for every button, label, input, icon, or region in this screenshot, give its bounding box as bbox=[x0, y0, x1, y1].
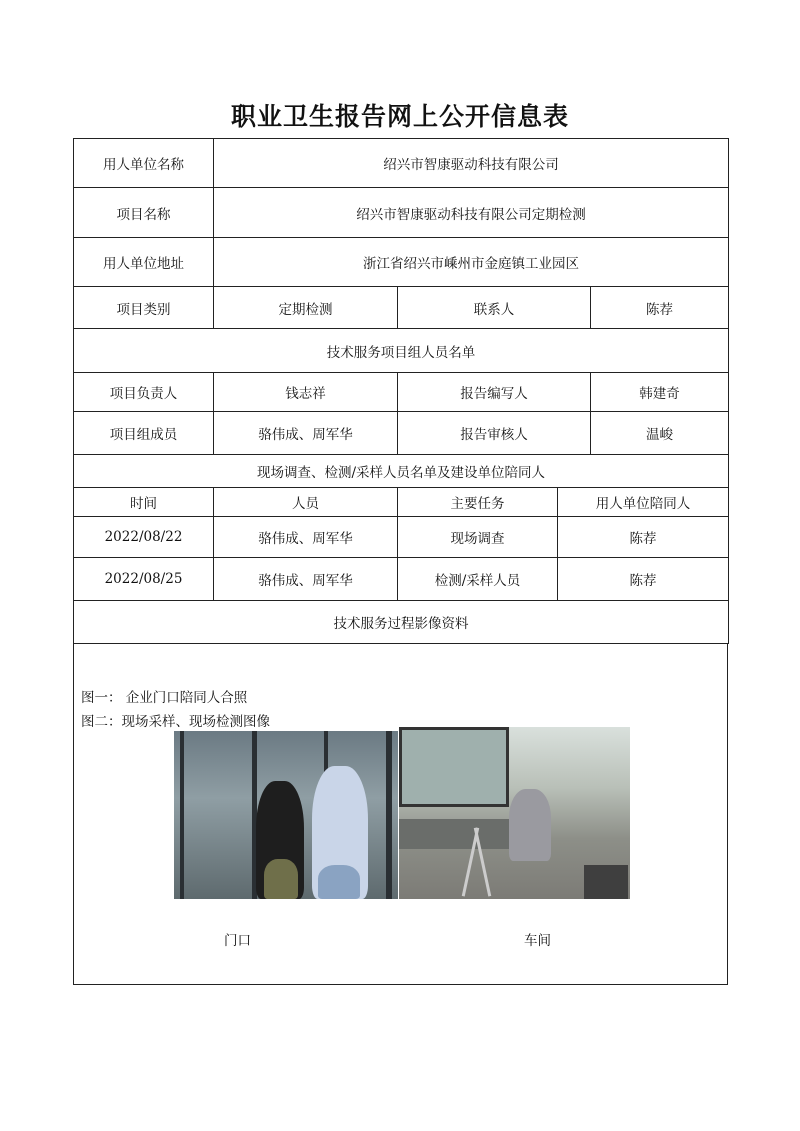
members-label: 项目组成员 bbox=[74, 412, 214, 455]
col-staff: 人员 bbox=[214, 488, 398, 517]
leader-label: 项目负责人 bbox=[74, 373, 214, 412]
writer-value: 韩建奇 bbox=[591, 373, 729, 412]
images-section bbox=[73, 643, 728, 985]
row2-staff: 骆伟成、周军华 bbox=[214, 558, 398, 601]
contact-label: 联系人 bbox=[398, 287, 591, 329]
caption-figure-2: 图二：现场采样、现场检测图像 bbox=[81, 714, 270, 730]
info-table bbox=[73, 138, 729, 644]
project-name-value: 绍兴市智康驱动科技有限公司定期检测 bbox=[214, 188, 729, 238]
page-title: 职业卫生报告网上公开信息表 bbox=[230, 102, 569, 131]
col-time: 时间 bbox=[74, 488, 214, 517]
row1-staff: 骆伟成、周军华 bbox=[214, 517, 398, 558]
images-header: 技术服务过程影像资料 bbox=[74, 601, 729, 644]
category-value: 定期检测 bbox=[214, 287, 398, 329]
photo-workshop bbox=[399, 727, 630, 899]
row1-escort: 陈荐 bbox=[558, 517, 729, 558]
row2-escort: 陈荐 bbox=[558, 558, 729, 601]
row2-task: 检测/采样人员 bbox=[398, 558, 558, 601]
field-header: 现场调查、检测/采样人员名单及建设单位陪同人 bbox=[74, 455, 729, 488]
address-label: 用人单位地址 bbox=[74, 238, 214, 287]
col-task: 主要任务 bbox=[398, 488, 558, 517]
row1-task: 现场调查 bbox=[398, 517, 558, 558]
photo-entrance bbox=[174, 731, 398, 899]
reviewer-label: 报告审核人 bbox=[398, 412, 591, 455]
photo-entrance-label: 门口 bbox=[224, 933, 251, 949]
row2-time: 2022/08/25 bbox=[74, 558, 214, 601]
team-header: 技术服务项目组人员名单 bbox=[74, 329, 729, 373]
writer-label: 报告编写人 bbox=[398, 373, 591, 412]
unit-name-label: 用人单位名称 bbox=[74, 139, 214, 188]
table-row bbox=[74, 558, 729, 601]
members-value: 骆伟成、周军华 bbox=[214, 412, 398, 455]
category-label: 项目类别 bbox=[74, 287, 214, 329]
leader-value: 钱志祥 bbox=[214, 373, 398, 412]
photo-workshop-label: 车间 bbox=[524, 933, 551, 949]
reviewer-value: 温峻 bbox=[591, 412, 729, 455]
address-value: 浙江省绍兴市嵊州市金庭镇工业园区 bbox=[214, 238, 729, 287]
contact-value: 陈荐 bbox=[591, 287, 729, 329]
caption-figure-1: 图一： 企业门口陪同人合照 bbox=[81, 690, 248, 706]
unit-name-value: 绍兴市智康驱动科技有限公司 bbox=[214, 139, 729, 188]
table-row bbox=[74, 517, 729, 558]
project-name-label: 项目名称 bbox=[74, 188, 214, 238]
col-escort: 用人单位陪同人 bbox=[558, 488, 729, 517]
row1-time: 2022/08/22 bbox=[74, 517, 214, 558]
